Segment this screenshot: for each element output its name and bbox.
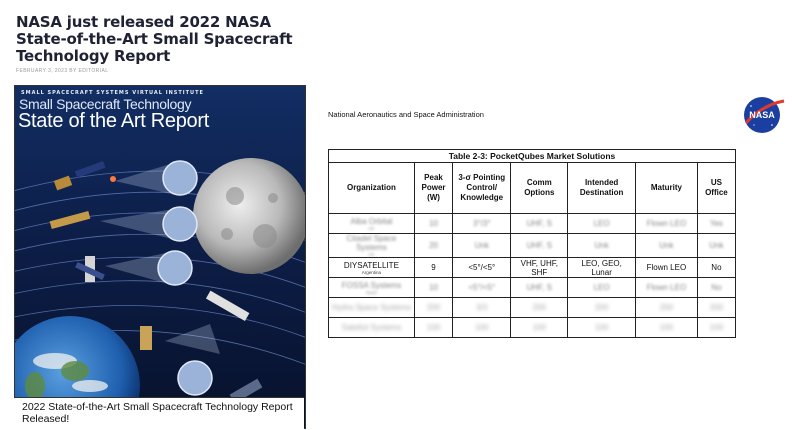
table-row: Citadel Space Systems UK 20 Unk UHF, S Unk Unk Unk [329, 234, 736, 258]
col-pointing: 3-σ Pointing Control/ Knowledge [453, 163, 511, 214]
table-row: Hydra Space Systems 200 3/3 200 200 200 200 [329, 298, 736, 318]
col-us-office: US Office [697, 163, 735, 214]
pocketqubes-table [328, 149, 736, 338]
col-maturity: Maturity [635, 163, 697, 214]
cover-title-line2: State of the Art Report [18, 110, 209, 132]
post-meta: FEBRUARY 3, 2023 BY EDITORIAL [16, 68, 109, 74]
table-row: DIYSATELLITE Argentina 9 <5°/<5° VHF, UHF, SHF LEO, GEO, Lunar Flown LEO No [329, 258, 736, 278]
col-peak-power: Peak Power (W) [414, 163, 452, 214]
table-row: FOSSA Systems Spain 10 <5°/<5° UHF, S LEO Flown LEO No [329, 278, 736, 298]
table-row: Alba Orbital UK 10 3°/3° UHF, S LEO Flown LEO Yes [329, 214, 736, 234]
moon-graphic [193, 158, 305, 274]
cover-institute: SMALL SPACECRAFT SYSTEMS VIRTUAL INSTITUTE [21, 90, 204, 96]
svg-text:NASA: NASA [749, 110, 775, 120]
report-cover-image[interactable] [14, 85, 306, 429]
agency-name: National Aeronautics and Space Administration [328, 110, 484, 119]
article-title[interactable]: NASA just released 2022 NASA State-of-the-Art Small Spacecraft Technology Report [16, 13, 293, 65]
nasa-logo-icon [742, 95, 786, 135]
col-comm: Comm Options [511, 163, 568, 214]
col-destination: Intended Destination [568, 163, 636, 214]
table-caption: Table 2-3: PocketQubes Market Solutions [329, 150, 736, 163]
cover-artwork [15, 86, 305, 428]
table-row: Sateliot Systems 100 100 100 100 100 100 [329, 318, 736, 338]
cover-title-line1: Small Spacecraft Technology [19, 96, 192, 112]
col-organization: Organization [329, 163, 415, 214]
image-caption: 2022 State-of-the-Art Small Spacecraft Technology Report Released! [14, 397, 304, 429]
